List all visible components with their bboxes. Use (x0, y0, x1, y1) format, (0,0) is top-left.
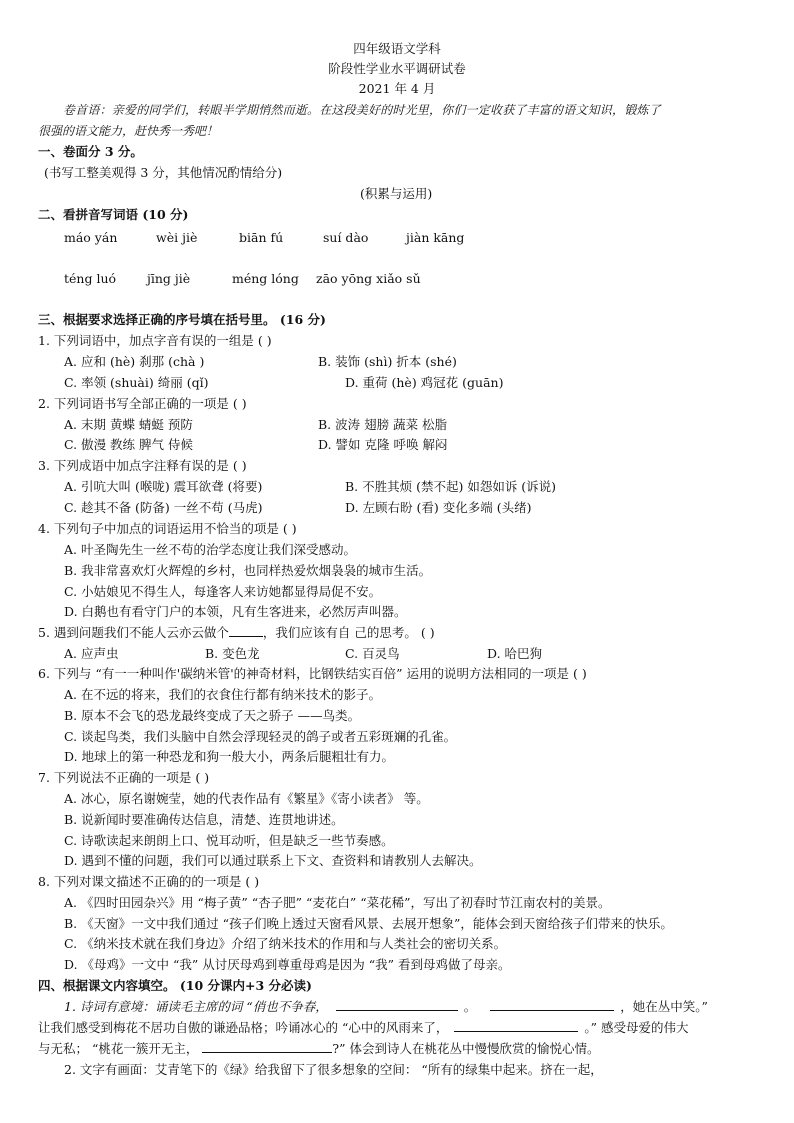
pinyin-item: jīng jiè (147, 271, 191, 286)
q7-option-a: A. 冰心，原名谢婉莹，她的代表作品有《繁星》《寄小读者》 等。 (64, 791, 429, 806)
q2-stem: 2. 下列词语书写全部正确的一项是 ( ) (38, 396, 247, 411)
q8-option-c: C. 《纳米技术就在我们身边》介绍了纳米技术的作用和与人类社会的密切关系。 (64, 936, 507, 951)
pinyin-item: téng luó (64, 271, 117, 286)
q7-option-c: C. 诗歌读起来朗朗上口、悦耳动听，但是缺乏一些节奏感。 (64, 833, 394, 848)
pinyin-item: jiàn kāng (406, 230, 465, 245)
q1-option-b: B. 装饰 (shì) 折本 (shé) (318, 354, 457, 369)
fill-blank-3[interactable] (454, 1019, 578, 1032)
q4-option-b: B. 我非常喜欢灯火辉煌的乡村，也同样热爱炊烟袅袅的城市生活。 (64, 563, 432, 578)
fill-2-text-b: 。” 感受母爱的伟大 (584, 1020, 689, 1035)
pinyin-item: wèi jiè (156, 230, 198, 245)
section2-title: 二、看拼音写词语 (10 分) (38, 207, 189, 222)
pinyin-item: biān fú (239, 230, 284, 245)
q4-stem: 4. 下列句子中加点的词语运用不恰当的项是 ( ) (38, 521, 297, 536)
fill-line-1 (64, 998, 708, 1016)
q1-option-a: A. 应和 (hè) 刹那 (chà ) (64, 354, 205, 369)
q8-option-b: B. 《天窗》一文中我们通过 “孩子们晚上透过天窗看风景、去展开想象”，能体会到天窗给孩子们带来的快乐。 (64, 916, 673, 931)
q6-option-d: D. 地球上的第一种恐龙和狗一般大小，两条后腿粗壮有力。 (64, 749, 395, 764)
q1-option-c: C. 率领 (shuài) 绮丽 (qǐ) (64, 375, 209, 390)
q3-option-b: B. 不胜其烦 (禁不起) 如怨如诉 (诉说) (345, 479, 557, 494)
fill-1-text-b: 。 (463, 999, 477, 1014)
pinyin-item: suí dào (323, 230, 369, 245)
q5-option-c: C. 百灵鸟 (345, 646, 400, 661)
pinyin-item: zāo yōng xiǎo sǔ (316, 271, 421, 286)
q7-stem: 7. 下列说法不正确的一项是 ( ) (38, 770, 210, 785)
fill-blank-2[interactable] (490, 998, 614, 1011)
q4-option-c: C. 小姑娘见不得生人，每逢客人来访她都显得局促不安。 (64, 584, 382, 599)
q4-option-d: D. 白鹅也有看守门户的本领，凡有生客进来，必然厉声叫器。 (64, 604, 407, 619)
q7-option-d: D. 遇到不懂的问题，我们可以通过联系上下文、查资料和请教别人去解决。 (64, 853, 482, 868)
q1-option-d: D. 重荷 (hè) 鸡冠花 (guān) (345, 375, 504, 390)
q5-stem (38, 624, 435, 642)
q6-option-c: C. 谈起鸟类，我们头脑中自然会浮现轻灵的鸽子或者五彩斑斓的孔雀。 (64, 729, 457, 744)
q5-option-b: B. 变色龙 (205, 646, 260, 661)
fill-1-text-c: ，她在丛中笑。” (620, 999, 708, 1014)
fill-3-text-a: 与无私； “桃花一簇开无主， (38, 1041, 199, 1056)
intro-line-2: 很强的语文能力，赶快秀一秀吧！ (38, 124, 219, 138)
fill-line-4: 2. 文字有画面：艾青笔下的《绿》给我留下了很多想象的空间： “所有的绿集中起来。挤在一起， (64, 1062, 603, 1077)
q8-option-a: A. 《四时田园杂兴》用 “梅子黄” “杏子肥” “麦花白” “菜花稀”，写出了初春时节江南农村的美景。 (64, 895, 611, 910)
q6-stem: 6. 下列与 “有一一种叫作'碳纳米管'的神奇材料，比钢铁结实百倍” 运用的说明方法相同的一项是 ( ) (38, 666, 587, 681)
intro-line-1: 卷首语：亲爱的同学们，转眼半学期悄然而逝。在这段美好的时光里，你们一定收获了丰富的语文知识，锻炼了 (63, 103, 661, 117)
fill-line-2 (38, 1019, 689, 1037)
q3-option-c: C. 趁其不备 (防备) 一丝不苟 (马虎) (64, 500, 263, 515)
section3-title: 三、根据要求选择正确的序号填在括号里。 (16 分) (38, 312, 326, 327)
pinyin-item: méng lóng (232, 271, 299, 286)
pinyin-row-2 (64, 270, 421, 288)
q8-stem: 8. 下列对课文描述不正确的的一项是 ( ) (38, 874, 260, 889)
fill-1-text-a: 1. 诗词有意境：诵读毛主席的词 “俏也不争春， (64, 999, 328, 1014)
q7-option-b: B. 说新闻时要准确传达信息，清楚、连贯地讲述。 (64, 812, 344, 827)
exam-subtitle: 阶段性学业水平调研试卷 (328, 61, 466, 76)
q5-answer-blank[interactable] (229, 624, 263, 637)
q3-stem: 3. 下列成语中加点字注释有误的是 ( ) (38, 458, 247, 473)
q2-option-b: B. 波涛 翅膀 蔬菜 松脂 (318, 417, 448, 432)
part-label: (积累与运用) (360, 186, 433, 201)
fill-2-text-a: 让我们感受到梅花不居功自傲的谦逊品格；吟诵冰心的 “心中的风雨来了， (38, 1020, 449, 1035)
exam-date: 2021 年 4 月 (358, 81, 436, 96)
q5-option-a: A. 应声虫 (64, 646, 119, 661)
q2-option-d: D. 譬如 克隆 呼唤 解闷 (318, 437, 448, 452)
fill-line-3 (38, 1040, 599, 1058)
q2-option-a: A. 末期 黄蝶 蜻蜓 预防 (64, 417, 193, 432)
q6-option-b: B. 原本不会飞的恐龙最终变成了天之骄子 ——鸟类。 (64, 708, 361, 723)
q5-stem-part-1: 5. 遇到问题我们不能人云亦云做个 (38, 625, 229, 640)
q5-option-d: D. 哈巴狗 (487, 646, 543, 661)
section1-note: (书写工整美观得 3 分，其他情况酌情给分) (44, 165, 283, 180)
section4-title: 四、根据课文内容填空。 (10 分课内+3 分必读) (38, 978, 312, 993)
section1-title: 一、卷面分 3 分。 (38, 144, 143, 159)
q3-option-a: A. 引吭大叫 (喉咙) 震耳欲聋 (将要) (64, 479, 263, 494)
q3-option-d: D. 左顾右盼 (看) 变化多端 (头绪) (345, 500, 532, 515)
fill-3-text-b: ?” 体会到诗人在桃花丛中慢慢欣赏的愉悦心情。 (332, 1041, 600, 1056)
q2-option-c: C. 傲漫 教练 脾气 侍候 (64, 437, 193, 452)
pinyin-item: máo yán (64, 230, 118, 245)
fill-blank-1[interactable] (336, 998, 458, 1011)
pinyin-row-1 (64, 229, 464, 247)
q1-stem: 1. 下列词语中，加点字音有误的一组是 ( ) (38, 333, 272, 348)
q5-stem-part-2: ，我们应该有自 己的思考。 ( ) (262, 625, 435, 640)
exam-title: 四年级语文学科 (353, 41, 441, 56)
q8-option-d: D. 《母鸡》一文中 “我” 从讨厌母鸡到尊重母鸡是因为 “我” 看到母鸡做了母亲。 (64, 957, 511, 972)
fill-blank-4[interactable] (202, 1040, 332, 1053)
q4-option-a: A. 叶圣陶先生一丝不苟的治学态度让我们深受感动。 (64, 542, 356, 557)
q6-option-a: A. 在不远的将来，我们的衣食住行都有纳米技术的影子。 (64, 687, 381, 702)
